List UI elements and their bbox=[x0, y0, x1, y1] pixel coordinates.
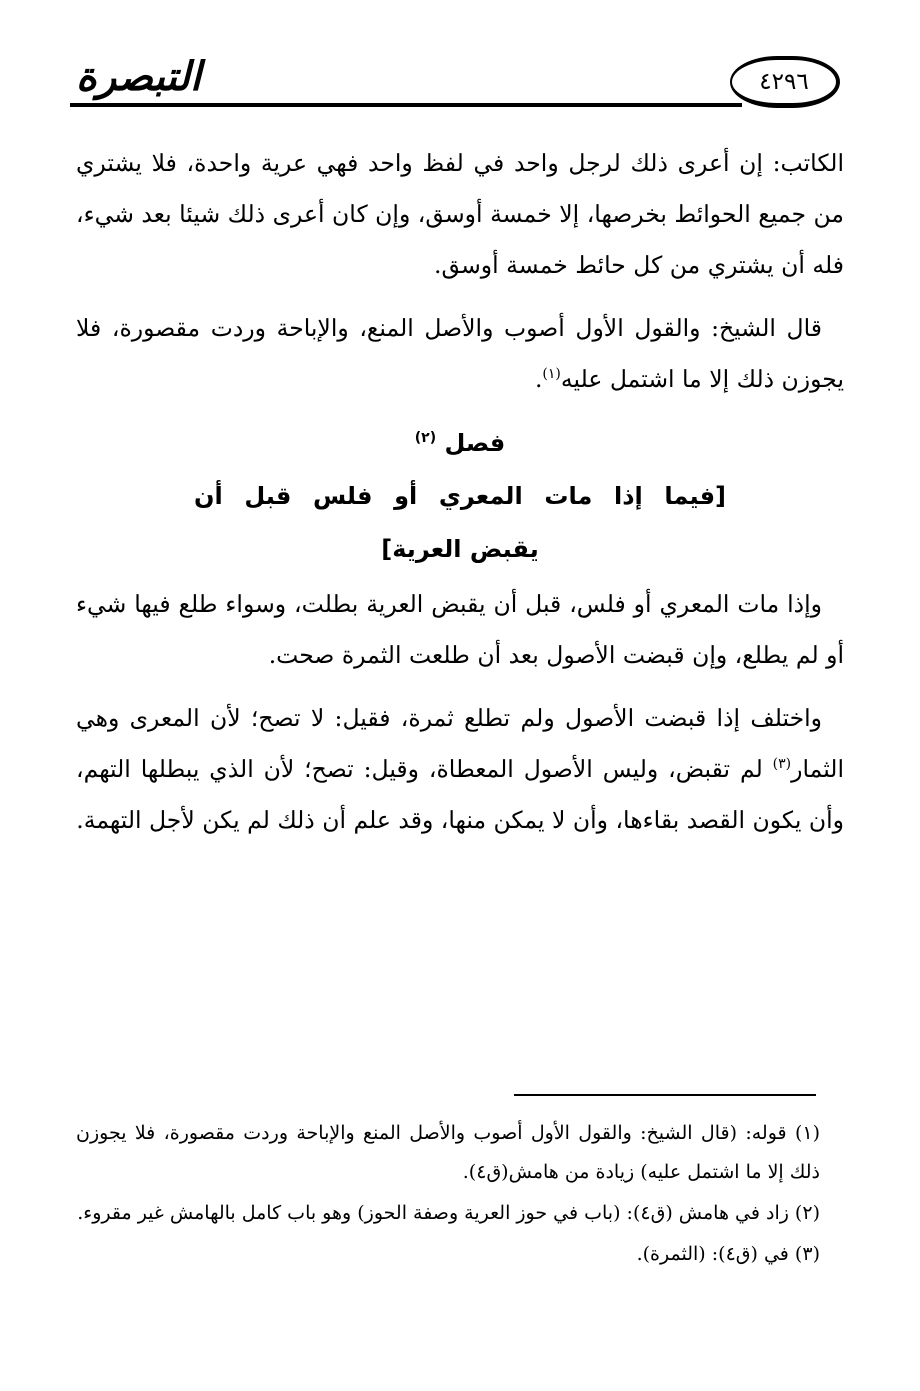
footnote: (٣) في (ق٤): (الثمرة). bbox=[636, 1243, 820, 1265]
page-number: ٤٢٩٦ bbox=[759, 68, 809, 95]
paragraph-end: . bbox=[534, 365, 543, 393]
page-number-badge bbox=[730, 56, 840, 108]
page-header bbox=[70, 50, 840, 120]
paragraph-text: واختلف إذا قبضت الأصول ولم تطلع ثمرة، فقيل: لا تصح؛ لأن المعرى وهي الثمار bbox=[76, 704, 844, 783]
subheading-line: [فيما إذا مات المعري أو فلس قبل أن bbox=[194, 482, 726, 510]
footnote-ref: (١) bbox=[542, 366, 561, 383]
paragraph: وإذا مات المعري أو فلس، قبل أن يقبض العرية بطلت، وسواء طلع فيها شيء أو لم يطلع، وإن قبضت الأصول بعد أن طلعت الثمرة صحت. bbox=[76, 590, 844, 669]
paragraph: الكاتب: إن أعرى ذلك لرجل واحد في لفظ واحد فهي عرية واحدة، فلا يشتري من جميع الحوائط بخرصها، إلا خمسة أوسق، وإن كان أعرى ذلك شيئا بعد شيء، فله أن يشتري من كل حائط خمسة أوسق. bbox=[76, 149, 844, 279]
footnotes bbox=[76, 1114, 820, 1276]
footnote-ref: (٣) bbox=[772, 756, 792, 773]
paragraph bbox=[76, 693, 844, 846]
footnote-separator bbox=[514, 1094, 816, 1096]
section-heading-text: فصل bbox=[444, 429, 506, 457]
paragraph-text: لم تقبض، وليس الأصول المعطاة، وقيل: تصح؛ لأن الذي يبطلها التهم، وأن يكون القصد بقاءها، وأن لا يمكن منها، وقد علم أن ذلك لم يكن لأجل التهمة. bbox=[76, 755, 844, 834]
subheading-line: يقبض العرية] bbox=[381, 535, 539, 563]
book-title: التبصرة bbox=[76, 54, 202, 100]
footnote: (١) قوله: (قال الشيخ: والقول الأول أصوب والأصل المنع والإباحة وردت مقصورة، فلا يجوزن ذلك إلا ما اشتمل عليه) زيادة من هامش(ق٤). bbox=[76, 1122, 820, 1183]
footnote: (٢) زاد في هامش (ق٤): (باب في حوز العرية وصفة الحوز) وهو باب كامل بالهامش غير مقروء. bbox=[77, 1202, 820, 1224]
section-heading bbox=[76, 417, 844, 469]
paragraph-text: قال الشيخ: والقول الأول أصوب والأصل المنع، والإباحة وردت مقصورة، فلا يجوزن ذلك إلا ما اشتمل عليه bbox=[76, 314, 844, 393]
main-text bbox=[76, 138, 844, 858]
paragraph bbox=[76, 303, 844, 405]
header-rule bbox=[70, 103, 742, 107]
footnote-ref: (٢) bbox=[414, 430, 437, 446]
